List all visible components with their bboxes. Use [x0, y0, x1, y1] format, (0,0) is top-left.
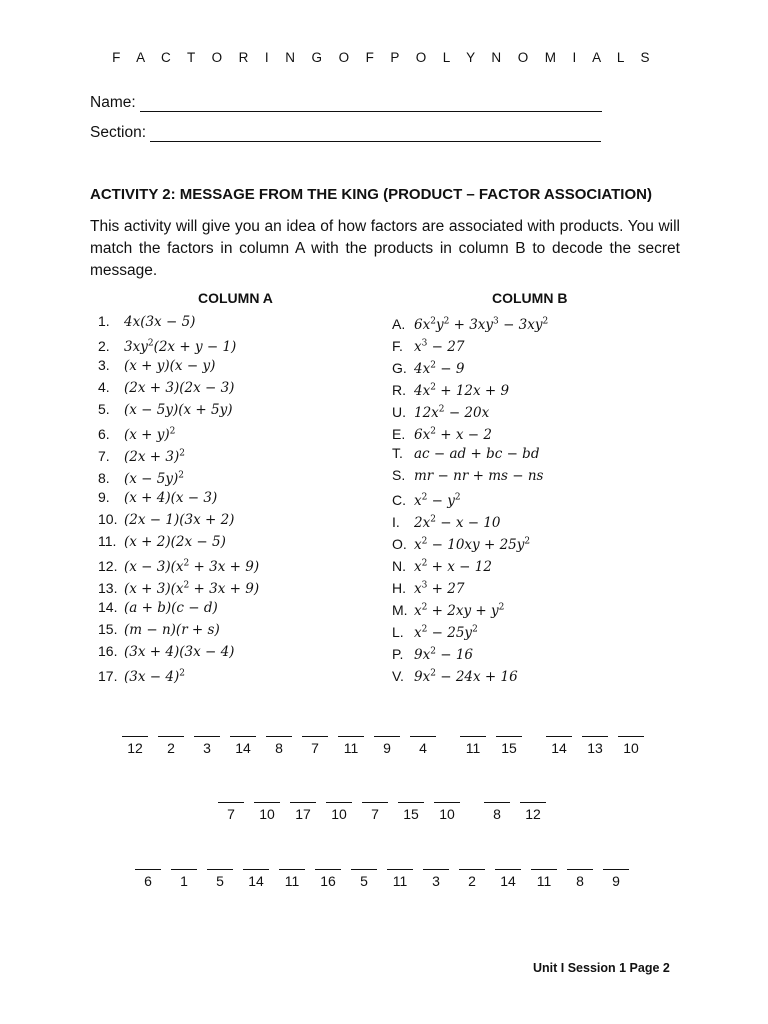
- blank-line[interactable]: [315, 857, 341, 870]
- item-expression: mr − nr + ms − ns: [414, 468, 544, 484]
- blank-number: 11: [536, 873, 552, 889]
- answer-blank[interactable]: [479, 790, 515, 822]
- blank-line[interactable]: [567, 857, 593, 870]
- blank-number: 6: [144, 873, 152, 889]
- answer-blank[interactable]: [261, 724, 297, 756]
- item-expression: $4x^2 - 9$: [414, 360, 465, 377]
- item-expression: $x^2 - y^2$: [414, 492, 461, 509]
- message-row-1: [117, 724, 649, 756]
- blank-line[interactable]: [496, 724, 522, 737]
- item-expression: $x^2 + x - 12$: [414, 558, 492, 575]
- answer-blank[interactable]: [117, 724, 153, 756]
- column-item: [98, 486, 259, 508]
- item-label: M.: [392, 601, 408, 618]
- column-item: [392, 662, 548, 684]
- blank-number: 2: [167, 740, 175, 756]
- blank-number: 9: [612, 873, 620, 889]
- answer-blank[interactable]: [393, 790, 429, 822]
- column-item: [98, 442, 259, 464]
- blank-line[interactable]: [423, 857, 449, 870]
- name-line[interactable]: [140, 94, 602, 112]
- blank-line[interactable]: [484, 790, 510, 803]
- column-item: [392, 310, 548, 332]
- blank-line[interactable]: [171, 857, 197, 870]
- item-expression: (x + 4)(x − 3): [124, 490, 218, 506]
- column-item: [392, 332, 548, 354]
- item-expression: 4x(3x − 5): [124, 314, 196, 330]
- blank-number: 12: [525, 806, 541, 822]
- item-expression: $x^2 - 25y^2$: [414, 624, 478, 641]
- blank-line[interactable]: [351, 857, 377, 870]
- answer-blank[interactable]: [166, 857, 202, 889]
- activity-heading: ACTIVITY 2: MESSAGE FROM THE KING (PRODUCT – FACTOR ASSOCIATION): [90, 186, 652, 203]
- column-item: [392, 508, 548, 530]
- blank-line[interactable]: [338, 724, 364, 737]
- blank-line[interactable]: [546, 724, 572, 737]
- item-expression: (x + 2)(2x − 5): [124, 534, 226, 550]
- blank-number: 11: [343, 740, 359, 756]
- answer-blank[interactable]: [153, 724, 189, 756]
- word-gap: [527, 724, 541, 756]
- item-expression: $9x^2 - 16$: [414, 646, 474, 663]
- answer-blank[interactable]: [429, 790, 465, 822]
- item-expression: $x^2 + 2xy + y^2$: [414, 602, 505, 619]
- blank-number: 10: [439, 806, 455, 822]
- column-item: [392, 530, 548, 552]
- column-a-heading: COLUMN A: [198, 290, 273, 306]
- blank-number: 14: [248, 873, 264, 889]
- blank-number: 10: [331, 806, 347, 822]
- answer-blank[interactable]: [238, 857, 274, 889]
- word-gap: [465, 790, 479, 822]
- blank-line[interactable]: [520, 790, 546, 803]
- name-field[interactable]: [90, 94, 602, 112]
- blank-number: 15: [403, 806, 419, 822]
- blank-line[interactable]: [230, 724, 256, 737]
- column-item: [392, 486, 548, 508]
- item-expression: $x^3 + 27$: [414, 580, 465, 597]
- blank-line[interactable]: [326, 790, 352, 803]
- item-label: 10.: [98, 511, 118, 527]
- answer-blank[interactable]: [454, 857, 490, 889]
- item-label: 6.: [98, 425, 110, 442]
- blank-number: 3: [432, 873, 440, 889]
- blank-number: 2: [468, 873, 476, 889]
- blank-line[interactable]: [618, 724, 644, 737]
- item-label: O.: [392, 535, 407, 552]
- blank-number: 11: [284, 873, 300, 889]
- column-item: [98, 596, 259, 618]
- blank-line[interactable]: [194, 724, 220, 737]
- blank-line[interactable]: [398, 790, 424, 803]
- item-expression: (a + b)(c − d): [124, 600, 218, 616]
- blank-line[interactable]: [243, 857, 269, 870]
- item-label: 16.: [98, 643, 118, 659]
- item-label: 13.: [98, 579, 118, 596]
- answer-blank[interactable]: [202, 857, 238, 889]
- blank-number: 11: [465, 740, 481, 756]
- item-expression: $x^2 - 10xy + 25y^2$: [414, 536, 531, 553]
- blank-number: 8: [493, 806, 501, 822]
- item-expression: ac − ad + bc − bd: [414, 446, 540, 462]
- column-item: [392, 640, 548, 662]
- column-item: [98, 552, 259, 574]
- column-item: [98, 398, 259, 420]
- blank-line[interactable]: [603, 857, 629, 870]
- blank-line[interactable]: [158, 724, 184, 737]
- answer-blank[interactable]: [613, 724, 649, 756]
- column-item: [98, 662, 259, 684]
- item-expression: $x^3 - 27$: [414, 338, 465, 355]
- column-item: [98, 376, 259, 398]
- item-label: I.: [392, 513, 400, 530]
- column-item: [392, 398, 548, 420]
- section-field[interactable]: [90, 124, 601, 142]
- item-expression: (2x − 1)(3x + 2): [124, 512, 235, 528]
- item-label: S.: [392, 467, 406, 483]
- answer-blank[interactable]: [249, 790, 285, 822]
- blank-line[interactable]: [460, 724, 486, 737]
- item-label: 7.: [98, 447, 110, 464]
- item-label: 2.: [98, 337, 110, 354]
- blank-line[interactable]: [374, 724, 400, 737]
- blank-line[interactable]: [531, 857, 557, 870]
- answer-blank[interactable]: [225, 724, 261, 756]
- blank-line[interactable]: [582, 724, 608, 737]
- item-expression: $6x^2y^2 + 3xy^3 - 3xy^2$: [414, 316, 549, 333]
- column-item: [392, 596, 548, 618]
- column-item: [98, 310, 259, 332]
- item-label: 1.: [98, 313, 110, 329]
- answer-blank[interactable]: [346, 857, 382, 889]
- blank-line[interactable]: [279, 857, 305, 870]
- blank-line[interactable]: [459, 857, 485, 870]
- blank-line[interactable]: [362, 790, 388, 803]
- blank-number: 16: [320, 873, 336, 889]
- item-expression: $(2x + 3)^2$: [124, 448, 185, 465]
- item-expression: $12x^2 - 20x$: [414, 404, 490, 421]
- item-label: 5.: [98, 401, 110, 417]
- blank-number: 12: [127, 740, 143, 756]
- item-label: 11.: [98, 533, 117, 549]
- item-expression: (x − 5y)(x + 5y): [124, 402, 233, 418]
- item-label: U.: [392, 403, 406, 420]
- blank-number: 10: [623, 740, 639, 756]
- blank-number: 11: [392, 873, 408, 889]
- blank-number: 7: [371, 806, 379, 822]
- answer-blank[interactable]: [333, 724, 369, 756]
- item-label: 3.: [98, 357, 110, 373]
- column-item: [392, 420, 548, 442]
- page-footer: Unit I Session 1 Page 2: [533, 961, 670, 975]
- blank-number: 1: [180, 873, 188, 889]
- item-label: 8.: [98, 469, 110, 486]
- blank-number: 7: [311, 740, 319, 756]
- name-label: Name:: [90, 94, 136, 111]
- blank-number: 8: [576, 873, 584, 889]
- column-item: [98, 640, 259, 662]
- blank-number: 9: [383, 740, 391, 756]
- answer-blank[interactable]: [274, 857, 310, 889]
- blank-number: 10: [259, 806, 275, 822]
- blank-number: 17: [295, 806, 311, 822]
- section-line[interactable]: [150, 124, 601, 142]
- item-label: F.: [392, 337, 403, 354]
- item-label: G.: [392, 359, 407, 376]
- column-a-list: [98, 310, 259, 684]
- answer-blank[interactable]: [213, 790, 249, 822]
- answer-blank[interactable]: [382, 857, 418, 889]
- answer-blank[interactable]: [541, 724, 577, 756]
- blank-number: 14: [235, 740, 251, 756]
- blank-number: 15: [501, 740, 517, 756]
- column-item: [98, 420, 259, 442]
- item-label: T.: [392, 445, 403, 461]
- column-item: [98, 508, 259, 530]
- blank-line[interactable]: [434, 790, 460, 803]
- column-item: [392, 574, 548, 596]
- column-item: [98, 574, 259, 596]
- item-label: C.: [392, 491, 406, 508]
- column-item: [98, 354, 259, 376]
- item-expression: $3xy^2(2x + y - 1)$: [124, 338, 237, 355]
- item-label: 17.: [98, 667, 118, 684]
- column-item: [392, 442, 548, 464]
- blank-number: 14: [551, 740, 567, 756]
- item-label: 4.: [98, 379, 110, 395]
- column-item: [98, 332, 259, 354]
- answer-blank[interactable]: [405, 724, 441, 756]
- blank-number: 14: [500, 873, 516, 889]
- item-label: L.: [392, 623, 404, 640]
- item-label: 12.: [98, 557, 118, 574]
- section-label: Section:: [90, 124, 147, 141]
- item-expression: (x + y)(x − y): [124, 358, 216, 374]
- item-label: 9.: [98, 489, 110, 505]
- blank-number: 5: [360, 873, 368, 889]
- column-b-list: [392, 310, 548, 684]
- item-label: N.: [392, 557, 406, 574]
- blank-line[interactable]: [387, 857, 413, 870]
- item-label: V.: [392, 667, 404, 684]
- message-row-2: [213, 790, 551, 822]
- blank-line[interactable]: [207, 857, 233, 870]
- item-label: H.: [392, 579, 406, 596]
- answer-blank[interactable]: [562, 857, 598, 889]
- blank-number: 13: [587, 740, 603, 756]
- answer-blank[interactable]: [130, 857, 166, 889]
- answer-blank[interactable]: [285, 790, 321, 822]
- blank-line[interactable]: [135, 857, 161, 870]
- blank-line[interactable]: [122, 724, 148, 737]
- answer-blank[interactable]: [310, 857, 346, 889]
- item-expression: (2x + 3)(2x − 3): [124, 380, 235, 396]
- column-item: [98, 530, 259, 552]
- column-item: [392, 552, 548, 574]
- answer-blank[interactable]: [491, 724, 527, 756]
- column-item: [392, 464, 548, 486]
- blank-number: 3: [203, 740, 211, 756]
- answer-blank[interactable]: [490, 857, 526, 889]
- blank-number: 8: [275, 740, 283, 756]
- item-expression: $(x + 3)(x^2 + 3x + 9)$: [124, 580, 260, 597]
- blank-number: 5: [216, 873, 224, 889]
- blank-line[interactable]: [302, 724, 328, 737]
- blank-line[interactable]: [218, 790, 244, 803]
- column-item: [392, 376, 548, 398]
- column-item: [98, 464, 259, 486]
- item-label: P.: [392, 645, 404, 662]
- item-expression: $(3x - 4)^2$: [124, 668, 185, 685]
- word-gap: [441, 724, 455, 756]
- item-label: R.: [392, 381, 406, 398]
- answer-blank[interactable]: [515, 790, 551, 822]
- blank-line[interactable]: [495, 857, 521, 870]
- item-expression: $2x^2 - x - 10$: [414, 514, 501, 531]
- blank-number: 4: [419, 740, 427, 756]
- blank-line[interactable]: [410, 724, 436, 737]
- item-expression: $(x - 3)(x^2 + 3x + 9)$: [124, 558, 260, 575]
- answer-blank[interactable]: [189, 724, 225, 756]
- answer-blank[interactable]: [357, 790, 393, 822]
- blank-line[interactable]: [266, 724, 292, 737]
- item-expression: $(x - 5y)^2$: [124, 470, 184, 487]
- item-label: E.: [392, 425, 406, 442]
- column-item: [392, 354, 548, 376]
- item-expression: $(x + y)^2$: [124, 426, 176, 443]
- item-label: 15.: [98, 621, 118, 637]
- activity-instructions: This activity will give you an idea of how factors are associated with products. You will match the factors in column A with the products in column B to decode the secret message.: [90, 218, 680, 279]
- answer-blank[interactable]: [577, 724, 613, 756]
- column-item: [392, 618, 548, 640]
- answer-blank[interactable]: [598, 857, 634, 889]
- item-label: A.: [392, 315, 406, 332]
- column-b-heading: COLUMN B: [492, 290, 568, 306]
- item-expression: (3x + 4)(3x − 4): [124, 644, 235, 660]
- message-row-3: [130, 857, 634, 889]
- blank-number: 7: [227, 806, 235, 822]
- answer-blank[interactable]: [455, 724, 491, 756]
- blank-line[interactable]: [290, 790, 316, 803]
- answer-blank[interactable]: [297, 724, 333, 756]
- answer-blank[interactable]: [369, 724, 405, 756]
- page-title: F A C T O R I N G O F P O L Y N O M I A L S: [112, 50, 656, 65]
- answer-blank[interactable]: [526, 857, 562, 889]
- item-expression: $9x^2 - 24x + 16$: [414, 668, 518, 685]
- answer-blank[interactable]: [418, 857, 454, 889]
- blank-line[interactable]: [254, 790, 280, 803]
- answer-blank[interactable]: [321, 790, 357, 822]
- item-expression: $6x^2 + x - 2$: [414, 426, 492, 443]
- item-label: 14.: [98, 599, 118, 615]
- column-item: [98, 618, 259, 640]
- item-expression: $4x^2 + 12x + 9$: [414, 382, 510, 399]
- item-expression: (m − n)(r + s): [124, 622, 220, 638]
